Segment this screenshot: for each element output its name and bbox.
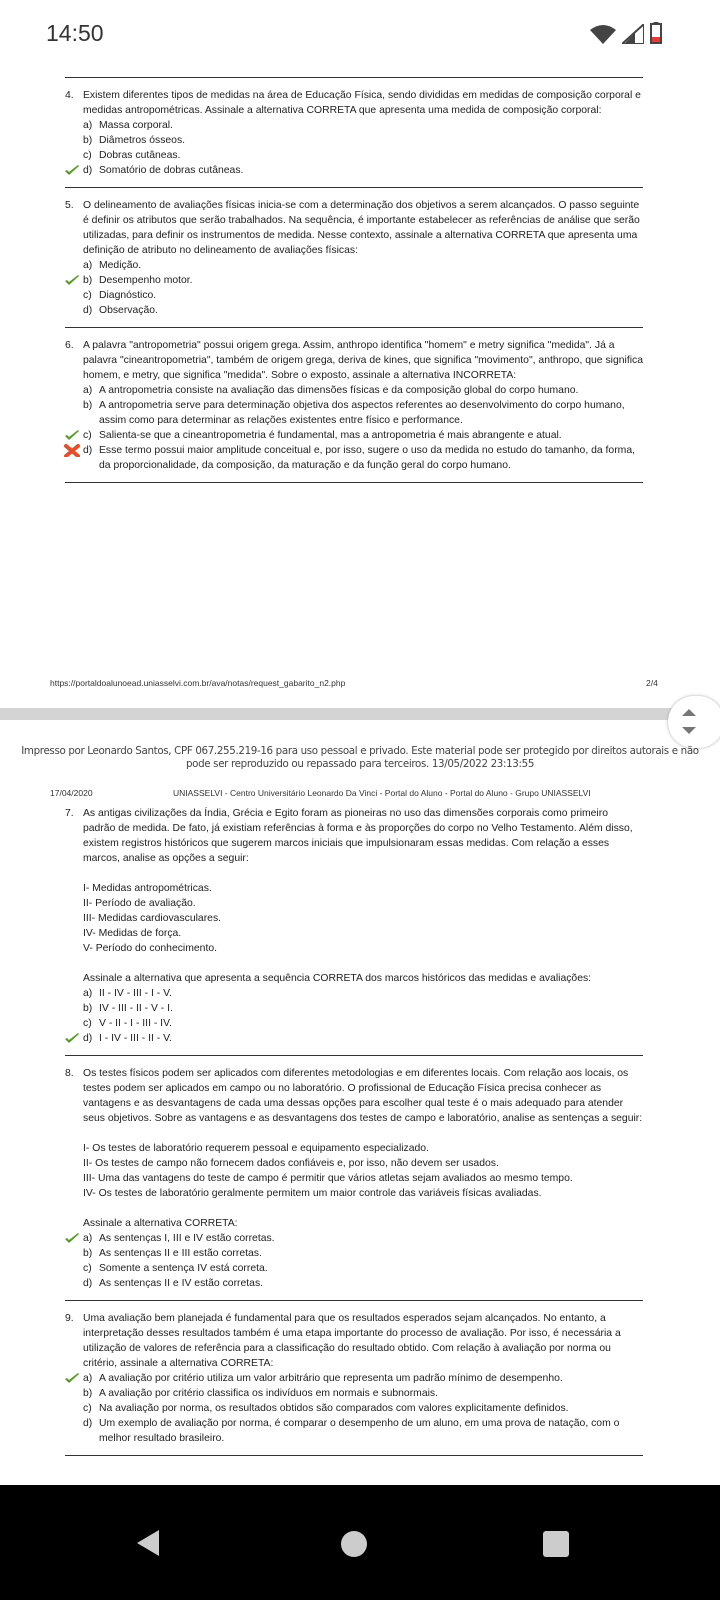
question-4 <box>65 77 643 187</box>
question-number: 7. <box>65 808 74 819</box>
question-body <box>83 88 643 178</box>
question-stem: Existem diferentes tipos de medidas na área de Educação Física, sendo divididas em medidas de composição corporal e medidas antropométricas. Assinale a alternativa CORRETA que apresenta uma medida de composição corporal: <box>83 90 641 116</box>
option-text: II - IV - III - I - V. <box>99 988 172 999</box>
question-stem: As antigas civilizações da Índia, Grécia e Egito foram as pioneiras no uso das dimensões corporais como primeiro padrão de medida. De fato, já existiam referências à forma e às proporções do corpo no Velho Testamento. Além disso, existem registros históricos que sugerem marcos iniciais que impulsionaram essas medidas. Com relação a esses marcos, analise as opções a seguir: <box>83 808 633 864</box>
option-label: a) <box>83 385 93 396</box>
check-icon <box>64 1032 80 1045</box>
watermark-notice: Impresso por Leonardo Santos, CPF 067.255.219-16 para uso pessoal e privado. Este material pode ser protegido por direitos autorais e não pode ser reproduzido ou repassado para terceiros. 13/05/2022 23:13:55 <box>21 745 699 770</box>
answer-option <box>83 148 643 163</box>
question-prompt: Assinale a alternativa CORRETA: <box>83 1218 238 1229</box>
check-icon <box>64 164 80 177</box>
option-label: d) <box>83 1033 93 1044</box>
option-label: a) <box>83 1373 93 1384</box>
question-number: 9. <box>65 1313 74 1324</box>
status-bar <box>0 0 720 70</box>
option-text: As sentenças I, III e IV estão corretas. <box>99 1233 275 1244</box>
option-label: b) <box>83 1248 93 1259</box>
answer-option <box>83 1001 643 1016</box>
answer-option <box>83 273 643 288</box>
question-prompt: Assinale a alternativa que apresenta a sequência CORRETA dos marcos históricos das medidas e avaliações: <box>83 973 592 984</box>
spacer <box>83 1126 643 1141</box>
statement: I- Medidas antropométricas. <box>83 883 212 894</box>
battery-icon <box>650 22 662 44</box>
question-7 <box>65 806 643 1055</box>
statement: V- Período do conhecimento. <box>83 943 218 954</box>
option-label: d) <box>83 1418 93 1429</box>
answer-option <box>83 258 643 273</box>
question-row <box>65 88 643 178</box>
option-text: Diagnóstico. <box>99 290 157 301</box>
spacer <box>83 956 643 971</box>
option-text: A antropometria serve para determinação objetiva dos aspectos referentes ao desenvolvimento do corpo humano, assim como para determinar as relações existentes entre físico e performance. <box>99 400 625 426</box>
option-label: b) <box>83 275 93 286</box>
answer-option <box>83 118 643 133</box>
question-row <box>65 806 643 1046</box>
question-5 <box>65 187 643 327</box>
divider <box>65 482 643 483</box>
option-text: Somente a sentença IV está correta. <box>99 1263 268 1274</box>
option-label: a) <box>83 988 93 999</box>
option-label: d) <box>83 165 93 176</box>
option-text: IV - III - II - V - I. <box>99 1003 173 1014</box>
question-9 <box>65 1300 643 1455</box>
question-6 <box>65 327 643 482</box>
question-body <box>83 806 643 1046</box>
wifi-icon <box>590 24 616 44</box>
page-scroller[interactable] <box>668 696 720 748</box>
check-icon <box>64 1232 80 1245</box>
answer-option <box>83 986 643 1001</box>
option-label: c) <box>83 150 92 161</box>
scroll-up-icon[interactable] <box>682 709 696 716</box>
option-label: c) <box>83 1018 92 1029</box>
option-text: Medição. <box>99 260 142 271</box>
option-text: As sentenças II e IV estão corretas. <box>99 1278 264 1289</box>
page1-questions <box>65 77 643 483</box>
android-nav-bar <box>0 1485 720 1600</box>
question-number: 6. <box>65 340 74 351</box>
answer-option <box>83 1031 643 1046</box>
answer-option <box>83 1371 643 1386</box>
question-body <box>83 198 643 318</box>
cross-icon <box>64 444 80 457</box>
option-text: I - IV - III - II - V. <box>99 1033 172 1044</box>
option-label: a) <box>83 260 93 271</box>
question-number: 5. <box>65 200 74 211</box>
question-row <box>65 338 643 473</box>
question-row <box>65 1311 643 1446</box>
page-number: 2/4 <box>646 678 658 688</box>
option-text: A avaliação por critério utiliza um valor arbitrário que representa um padrão mínimo de desempenho. <box>99 1373 563 1384</box>
spacer <box>83 1201 643 1216</box>
status-time: 14:50 <box>46 20 104 46</box>
answer-option <box>83 163 643 178</box>
print-header-title: UNIASSELVI - Centro Universitário Leonardo Da Vinci - Portal do Aluno - Portal do Aluno - Grupo UNIASSELVI <box>173 788 591 798</box>
option-text: As sentenças II e III estão corretas. <box>99 1248 262 1259</box>
question-8 <box>65 1055 643 1300</box>
option-text: A avaliação por critério classifica os indivíduos em normais e subnormais. <box>99 1388 438 1399</box>
answer-option <box>83 303 643 318</box>
statement: III- Medidas cardiovasculares. <box>83 913 222 924</box>
option-text: Diâmetros ósseos. <box>99 135 186 146</box>
question-body <box>83 338 643 473</box>
home-button[interactable] <box>341 1531 367 1557</box>
question-row <box>65 1066 643 1291</box>
answer-option <box>83 1276 643 1291</box>
option-text: Um exemplo de avaliação por norma, é comparar o desempenho de um aluno, em uma prova de natação, com o melhor resultado brasileiro. <box>99 1418 620 1444</box>
option-label: d) <box>83 1278 93 1289</box>
question-body <box>83 1311 643 1446</box>
spacer <box>83 866 643 881</box>
print-date: 17/04/2020 <box>50 788 93 798</box>
question-stem: Uma avaliação bem planejada é fundamental para que os resultados esperados sejam alcançados. No entanto, a interpretação desses resultados também é uma etapa importante do processo de avaliação. Por isso, é necessária a utilização de valores de referência para a classificação do resultado obtido. Com relação à avaliação por norma ou critério, assinale a alternativa CORRETA: <box>83 1313 621 1369</box>
answer-option <box>83 1231 643 1246</box>
answer-option <box>83 288 643 303</box>
question-stem: A palavra "antropometria" possui origem grega. Assim, anthropo identifica "homem" e metry significa "medida". Já a palavra "cineantropometria", também de origem grega, deriva de kines, que significa "movimento", anthropo, que significa homem, e metry, que significa "medida". Sobre o exposto, assinale a alternativa INCORRETA: <box>83 340 643 381</box>
answer-option <box>83 443 643 473</box>
option-label: c) <box>83 1263 92 1274</box>
question-number: 4. <box>65 90 74 101</box>
option-label: d) <box>83 445 93 456</box>
check-icon <box>64 1372 80 1385</box>
question-stem: Os testes físicos podem ser aplicados com diferentes metodologias e em diferentes locais. Com relação aos locais, os testes podem ser aplicados em campo ou no laboratório. O profissional de Educação Física precisa conhecer as vantagens e as desvantagens de cada uma dessas opções para escolher qual teste é o mais adequado para atender seus objetivos. Sobre as vantagens e as desvantagens dos testes de campo e laboratório, analise as sentenças a seguir: <box>83 1068 643 1124</box>
page-separator <box>0 708 720 720</box>
option-label: b) <box>83 135 93 146</box>
question-stem: O delineamento de avaliações físicas inicia-se com a determinação dos objetivos a serem alcançados. O passo seguinte é definir os atributos que serão trabalhados. Na sequência, é importante estabelecer as referências de análise que serão utilizadas, para definir os instrumentos de medida. Nesse contexto, assinale a alternativa CORRETA que apresenta uma definição de atributo no delineamento de avaliações físicas: <box>83 200 640 256</box>
answer-option <box>83 1401 643 1416</box>
option-text: Massa corporal. <box>99 120 173 131</box>
answer-option <box>83 428 643 443</box>
option-label: b) <box>83 1003 93 1014</box>
statement: III- Uma das vantagens do teste de campo é permitir que vários atletas sejam avaliados ao mesmo tempo. <box>83 1173 573 1184</box>
option-label: c) <box>83 1403 92 1414</box>
back-button[interactable] <box>137 1530 159 1556</box>
option-label: b) <box>83 1388 93 1399</box>
statement: II- Período de avaliação. <box>83 898 196 909</box>
answer-option <box>83 383 643 398</box>
check-icon <box>64 429 80 442</box>
footer-url: https://portaldoalunoead.uniasselvi.com.br/ava/notas/request_gabarito_n2.php <box>50 678 346 688</box>
option-text: Salienta-se que a cineantropometria é fundamental, mas a antropometria é mais abrangente e atual. <box>99 430 562 441</box>
divider <box>65 1455 643 1456</box>
answer-option <box>83 133 643 148</box>
option-label: c) <box>83 430 92 441</box>
question-row <box>65 198 643 318</box>
recents-button[interactable] <box>543 1531 569 1557</box>
check-icon <box>64 274 80 287</box>
option-label: a) <box>83 120 93 131</box>
statement: II- Os testes de campo não fornecem dados confiáveis e, por isso, não devem ser usados. <box>83 1158 499 1169</box>
scroll-down-icon[interactable] <box>682 727 696 734</box>
option-text: Esse termo possui maior amplitude conceitual e, por isso, sugere o uso da medida no estudo do tamanho, da forma, da proporcionalidade, da composição, da maturação e da função geral do corpo humano. <box>99 445 635 471</box>
option-label: c) <box>83 290 92 301</box>
answer-option <box>83 1416 643 1446</box>
question-number: 8. <box>65 1068 74 1079</box>
answer-option <box>83 1016 643 1031</box>
statement: I- Os testes de laboratório requerem pessoal e equipamento especializado. <box>83 1143 429 1154</box>
page2-questions <box>65 806 643 1456</box>
answer-option <box>83 1246 643 1261</box>
option-text: Na avaliação por norma, os resultados obtidos são comparados com valores explicitamente definidos. <box>99 1403 569 1414</box>
option-label: d) <box>83 305 93 316</box>
option-label: a) <box>83 1233 93 1244</box>
option-text: Somatório de dobras cutâneas. <box>99 165 244 176</box>
option-text: V - II - I - III - IV. <box>99 1018 172 1029</box>
option-text: Desempenho motor. <box>99 275 193 286</box>
option-label: b) <box>83 400 93 411</box>
statement: IV- Os testes de laboratório geralmente permitem um maior controle das variáveis físicas avaliadas. <box>83 1188 542 1199</box>
answer-option <box>83 1261 643 1276</box>
option-text: Observação. <box>99 305 158 316</box>
option-text: A antropometria consiste na avaliação das dimensões físicas e da composição global do corpo humano. <box>99 385 579 396</box>
answer-option <box>83 1386 643 1401</box>
question-body <box>83 1066 643 1291</box>
signal-icon <box>622 24 644 44</box>
answer-option <box>83 398 643 428</box>
option-text: Dobras cutâneas. <box>99 150 181 161</box>
statement: IV- Medidas de força. <box>83 928 182 939</box>
